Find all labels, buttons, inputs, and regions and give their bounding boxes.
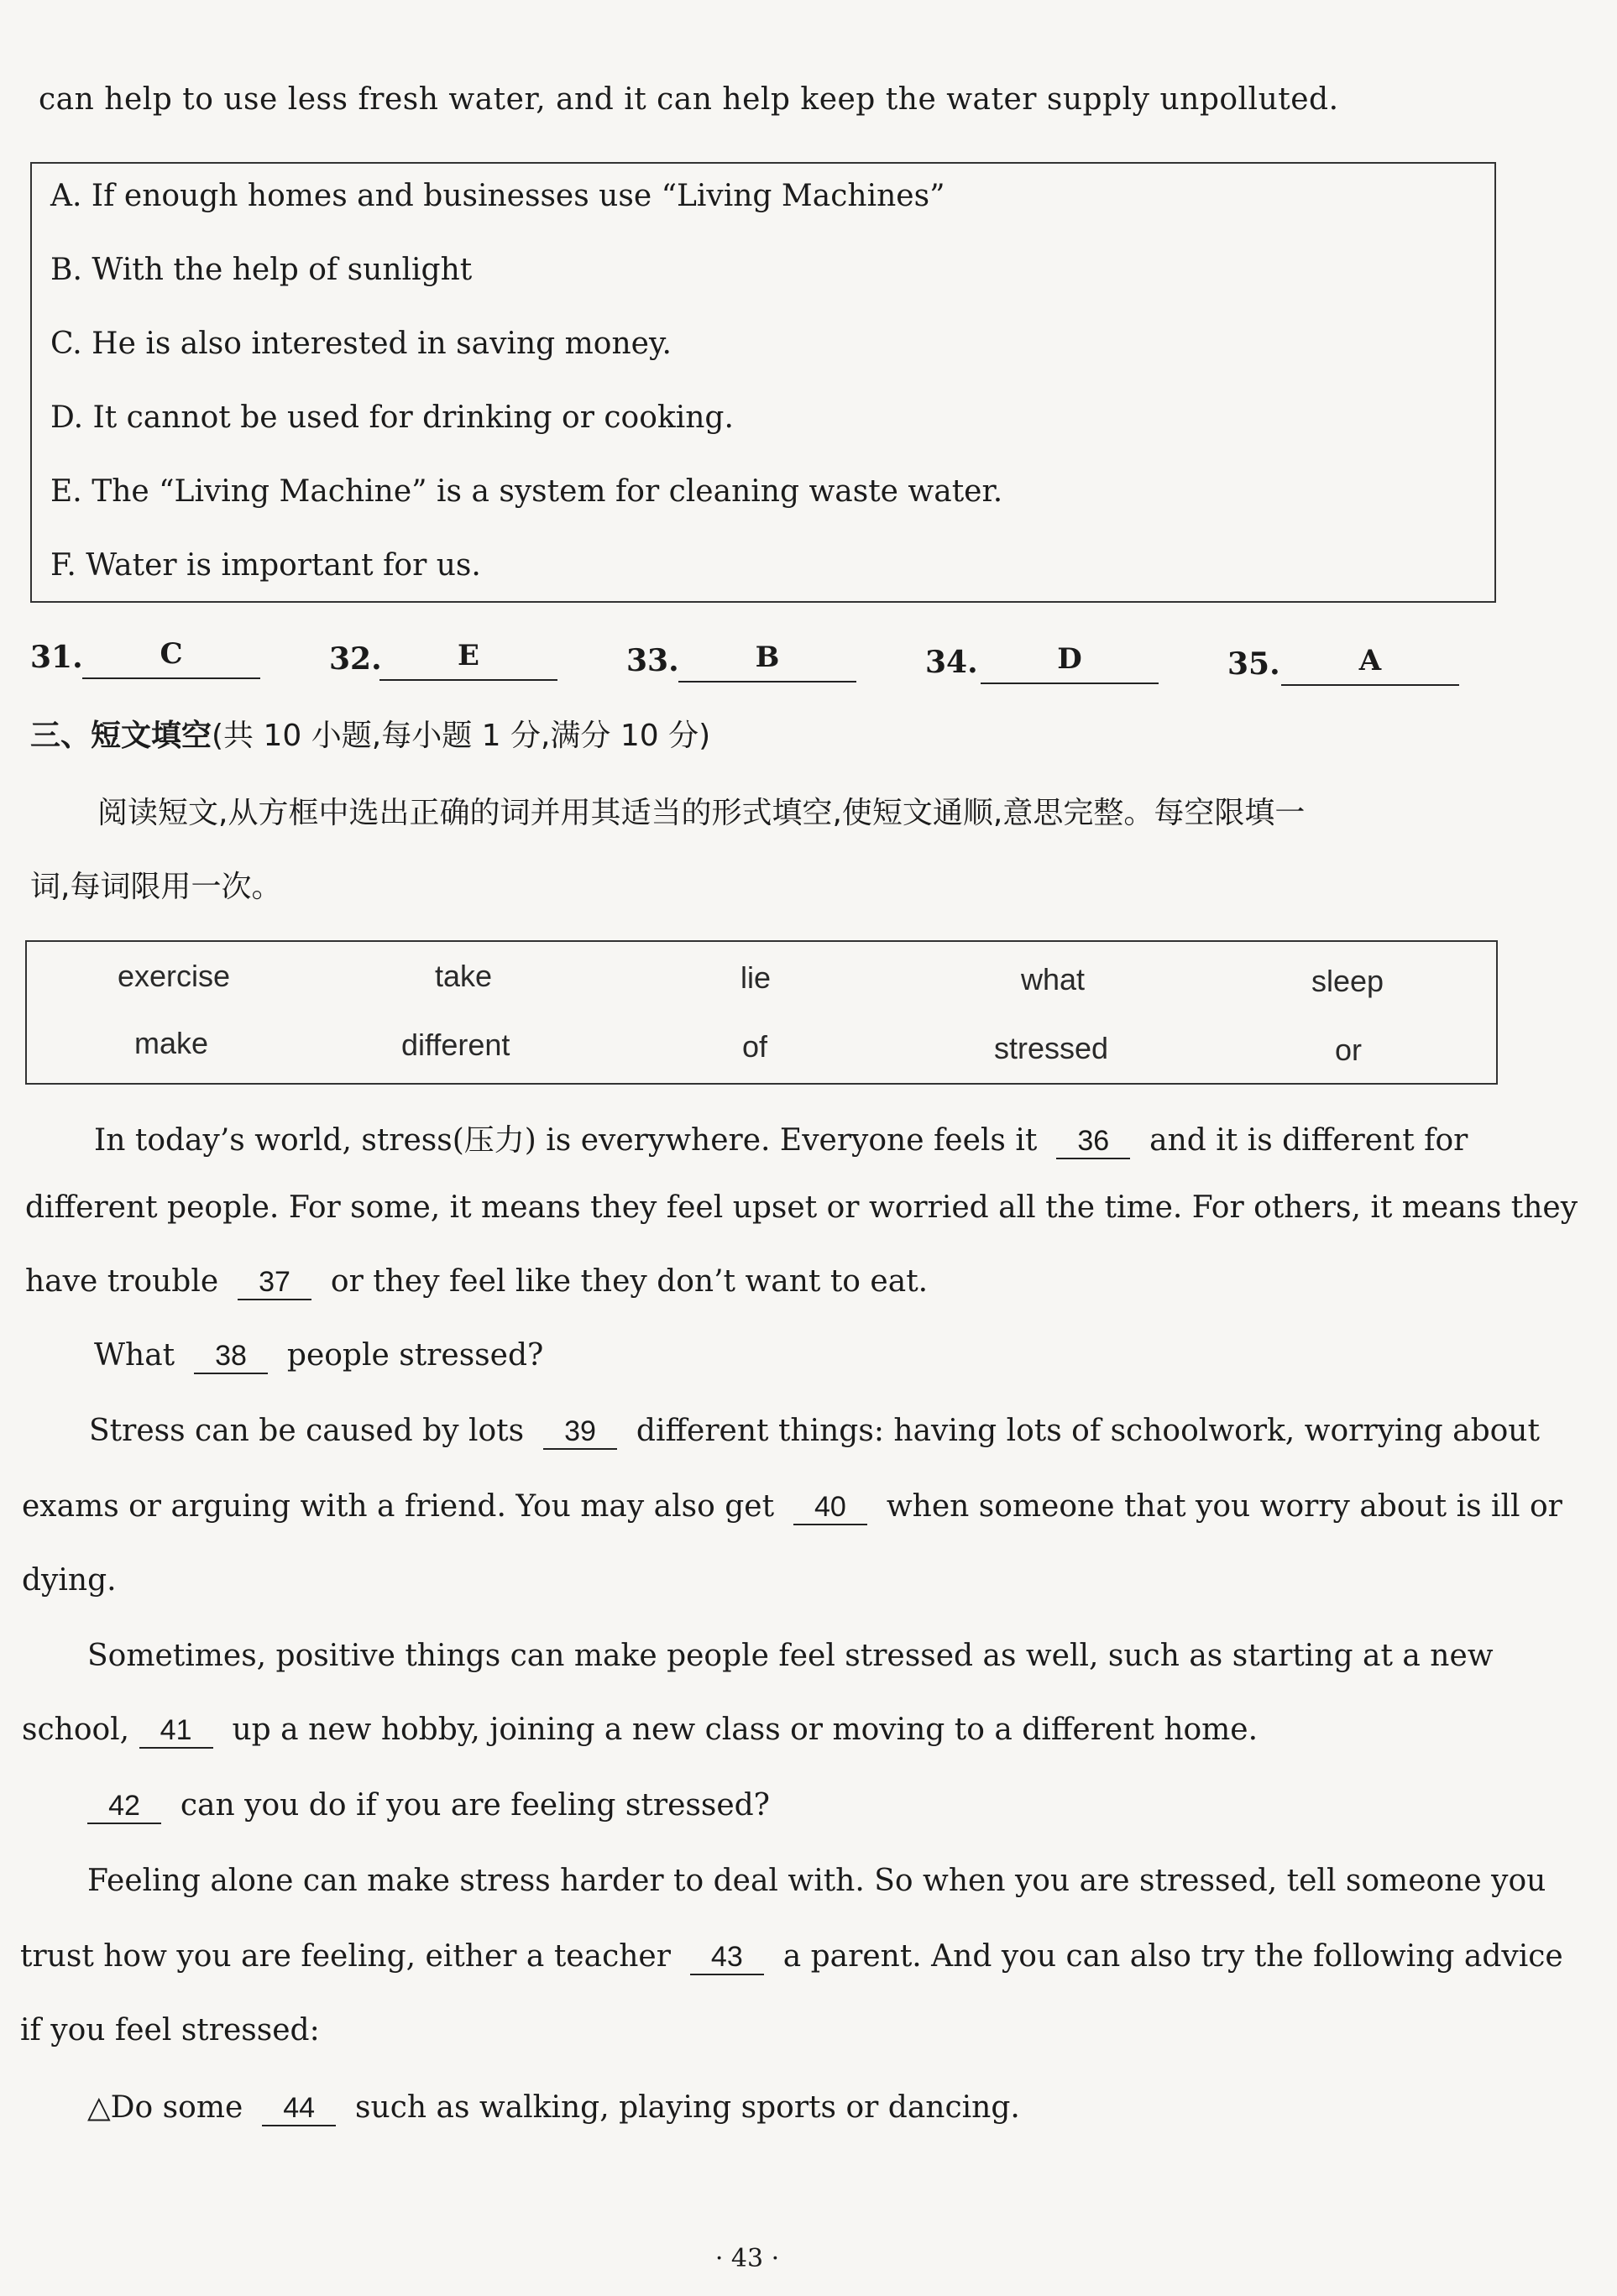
word-bank-item: make xyxy=(134,1026,209,1060)
passage-line: exams or arguing with a friend. You may also get 40 when someone that you worry about is ill or xyxy=(22,1489,1562,1524)
page-number: · 43 · xyxy=(714,2244,780,2273)
passage-line: school, 41 up a new hobby, joining a new class or moving to a different home. xyxy=(22,1713,1259,1747)
word-bank-item: take xyxy=(435,959,493,993)
word-bank-item: stressed xyxy=(994,1031,1109,1065)
passage-line: Sometimes, positive things can make people feel stressed as well, such as starting at a new xyxy=(87,1639,1494,1673)
option-e: E. The “Living Machine” is a system for cleaning waste water. xyxy=(50,474,1003,509)
blank-39: 39 xyxy=(543,1415,617,1450)
answer-num-34: 34. xyxy=(925,645,978,680)
passage-line: if you feel stressed: xyxy=(20,2013,320,2048)
blank-44: 44 xyxy=(262,2091,336,2126)
section-title: 三、短文填空(共 10 小题,每小题 1 分,满分 10 分) xyxy=(30,719,711,753)
answer-num-32: 32. xyxy=(329,641,382,677)
word-bank-item: of xyxy=(742,1029,768,1064)
instruction-line-2: 词,每词限用一次。 xyxy=(30,870,282,904)
blank-38: 38 xyxy=(194,1339,268,1374)
answer-blank-33: B xyxy=(678,639,856,683)
passage-line: have trouble 37 or they feel like they don’t want to eat. xyxy=(25,1264,929,1299)
blank-40: 40 xyxy=(793,1490,867,1525)
word-bank-item: sleep xyxy=(1311,964,1384,998)
option-d: D. It cannot be used for drinking or cooking. xyxy=(50,400,734,435)
option-c: C. He is also interested in saving money. xyxy=(50,327,672,361)
answer-blank-34: D xyxy=(981,641,1159,684)
blank-42: 42 xyxy=(87,1789,161,1824)
blank-43: 43 xyxy=(690,1940,764,1975)
passage-line: In today’s world, stress(压力) is everywhere. Everyone feels it 36 and it is different for xyxy=(94,1123,1468,1158)
option-f: F. Water is important for us. xyxy=(50,548,481,583)
passage-line: What 38 people stressed? xyxy=(94,1338,544,1373)
passage-line: different people. For some, it means they feel upset or worried all the time. For others, it means they xyxy=(25,1190,1578,1225)
passage-line: Stress can be caused by lots 39 different things: having lots of schoolwork, worrying about xyxy=(89,1414,1540,1448)
answer-num-33: 33. xyxy=(626,643,679,678)
blank-36: 36 xyxy=(1056,1124,1130,1159)
answer-blank-31: C xyxy=(82,635,260,679)
word-bank-item: different xyxy=(401,1028,510,1062)
options-box xyxy=(30,162,1496,603)
instruction-line-1: 阅读短文,从方框中选出正确的词并用其适当的形式填空,使短文通顺,意思完整。每空限填一 xyxy=(97,796,1306,830)
answer-num-31: 31. xyxy=(30,640,83,675)
blank-41: 41 xyxy=(139,1713,213,1749)
option-b: B. With the help of sunlight xyxy=(50,253,473,287)
passage-line: 42 can you do if you are feeling stressed? xyxy=(87,1788,770,1824)
word-bank-item: or xyxy=(1335,1033,1363,1067)
word-bank-item: what xyxy=(1021,962,1086,996)
blank-37: 37 xyxy=(238,1265,311,1300)
answer-num-35: 35. xyxy=(1227,646,1280,682)
passage-line: dying. xyxy=(22,1563,117,1598)
intro-line: can help to use less fresh water, and it can help keep the water supply unpolluted. xyxy=(39,82,1339,117)
word-bank-item: lie xyxy=(740,960,772,995)
word-bank-item: exercise xyxy=(118,959,231,993)
passage-line: trust how you are feeling, either a teacher 43 a parent. And you can also try the following advice xyxy=(20,1939,1563,1974)
answer-blank-35: A xyxy=(1281,642,1459,686)
option-a: A. If enough homes and businesses use “Living Machines” xyxy=(50,179,945,213)
passage-line: △Do some 44 such as walking, playing sports or dancing. xyxy=(87,2090,1020,2125)
answer-blank-32: E xyxy=(379,637,557,681)
passage-line: Feeling alone can make stress harder to deal with. So when you are stressed, tell someone you xyxy=(87,1864,1546,1898)
word-bank-box xyxy=(25,940,1498,1085)
